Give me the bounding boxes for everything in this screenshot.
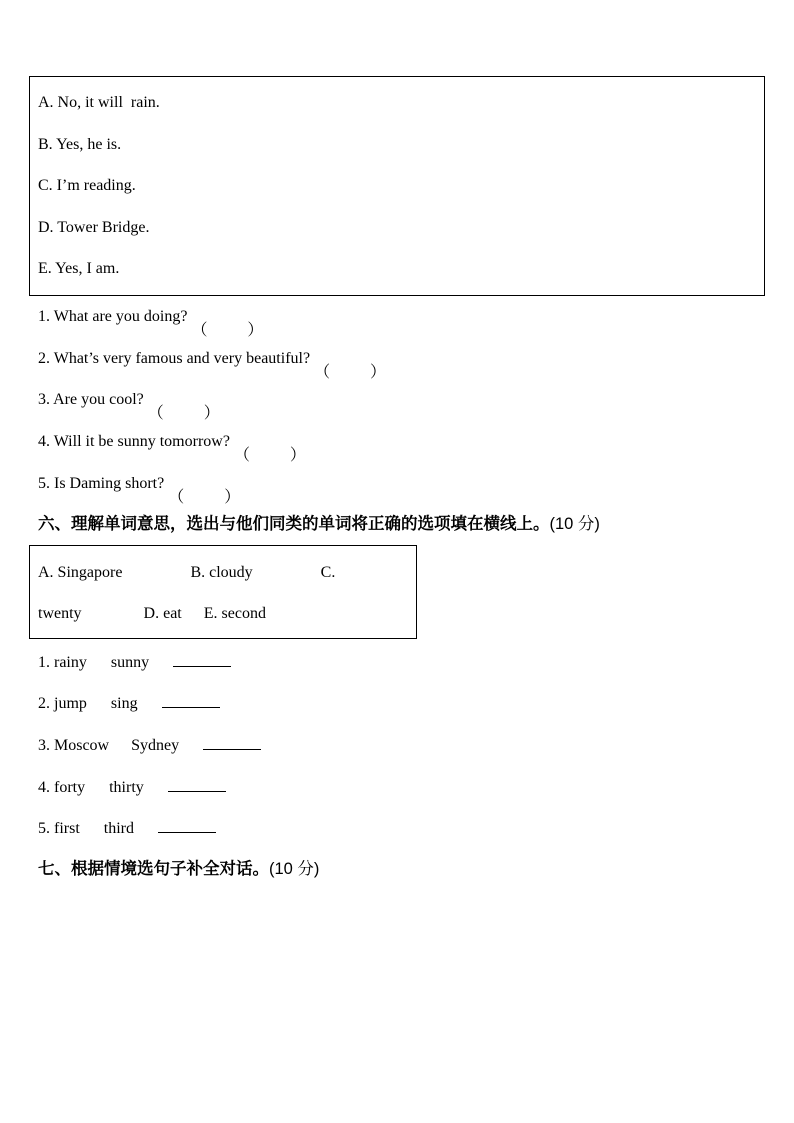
options-box-section6 (29, 545, 417, 639)
item-1 (38, 652, 231, 673)
option-b: B. cloudy (190, 564, 253, 581)
answer-blank[interactable] (162, 693, 220, 708)
section-score: (10 分) (269, 860, 320, 878)
item-5 (38, 818, 216, 839)
option-c: C. I’m reading. (38, 177, 136, 194)
option-c-label: C. (320, 564, 336, 581)
section7-heading (38, 859, 319, 879)
answer-blank[interactable] (158, 818, 216, 833)
item-word: Sydney (131, 737, 180, 754)
item-number-word: 4. forty (38, 779, 86, 796)
question-text: 3. Are you cool? (38, 391, 144, 408)
section-score: (10 分) (549, 515, 600, 533)
item-number-word: 5. first (38, 820, 80, 837)
item-3 (38, 735, 261, 756)
question-3 (38, 390, 220, 410)
section-title: 七、根据情境选句子补全对话。 (38, 859, 269, 878)
item-4 (38, 777, 226, 798)
item-number-word: 1. rainy (38, 654, 87, 671)
question-text: 4. Will it be sunny tomorrow? (38, 433, 230, 450)
question-text: 2. What’s very famous and very beautiful? (38, 350, 311, 367)
question-2 (38, 349, 386, 369)
option-e: E. second (203, 605, 266, 622)
section6-heading (38, 514, 600, 534)
options-row-2 (38, 604, 266, 624)
answer-blank[interactable] (203, 735, 261, 750)
option-a: A. Singapore (38, 564, 123, 581)
option-d: D. Tower Bridge. (38, 219, 150, 236)
question-text: 1. What are you doing? (38, 308, 188, 325)
item-word: sing (110, 695, 138, 712)
answer-blank[interactable] (168, 777, 226, 792)
option-d: D. eat (143, 605, 182, 622)
answer-blank[interactable] (173, 652, 231, 667)
question-1 (38, 307, 263, 327)
item-word: third (103, 820, 134, 837)
item-number-word: 3. Moscow (38, 737, 110, 754)
item-2 (38, 693, 220, 714)
option-a: A. No, it will rain. (38, 94, 160, 111)
question-4 (38, 432, 306, 452)
question-text: 5. Is Daming short? (38, 475, 165, 492)
item-word: sunny (110, 654, 150, 671)
section-title: 六、理解单词意思，选出与他们同类的单词将正确的选项填在横线上。 (38, 514, 550, 533)
option-c-word: twenty (38, 605, 82, 622)
option-b: B. Yes, he is. (38, 136, 122, 153)
option-e: E. Yes, I am. (38, 260, 120, 277)
question-5 (38, 474, 240, 494)
options-row-1 (38, 563, 335, 583)
item-number-word: 2. jump (38, 695, 87, 712)
item-word: thirty (109, 779, 144, 796)
